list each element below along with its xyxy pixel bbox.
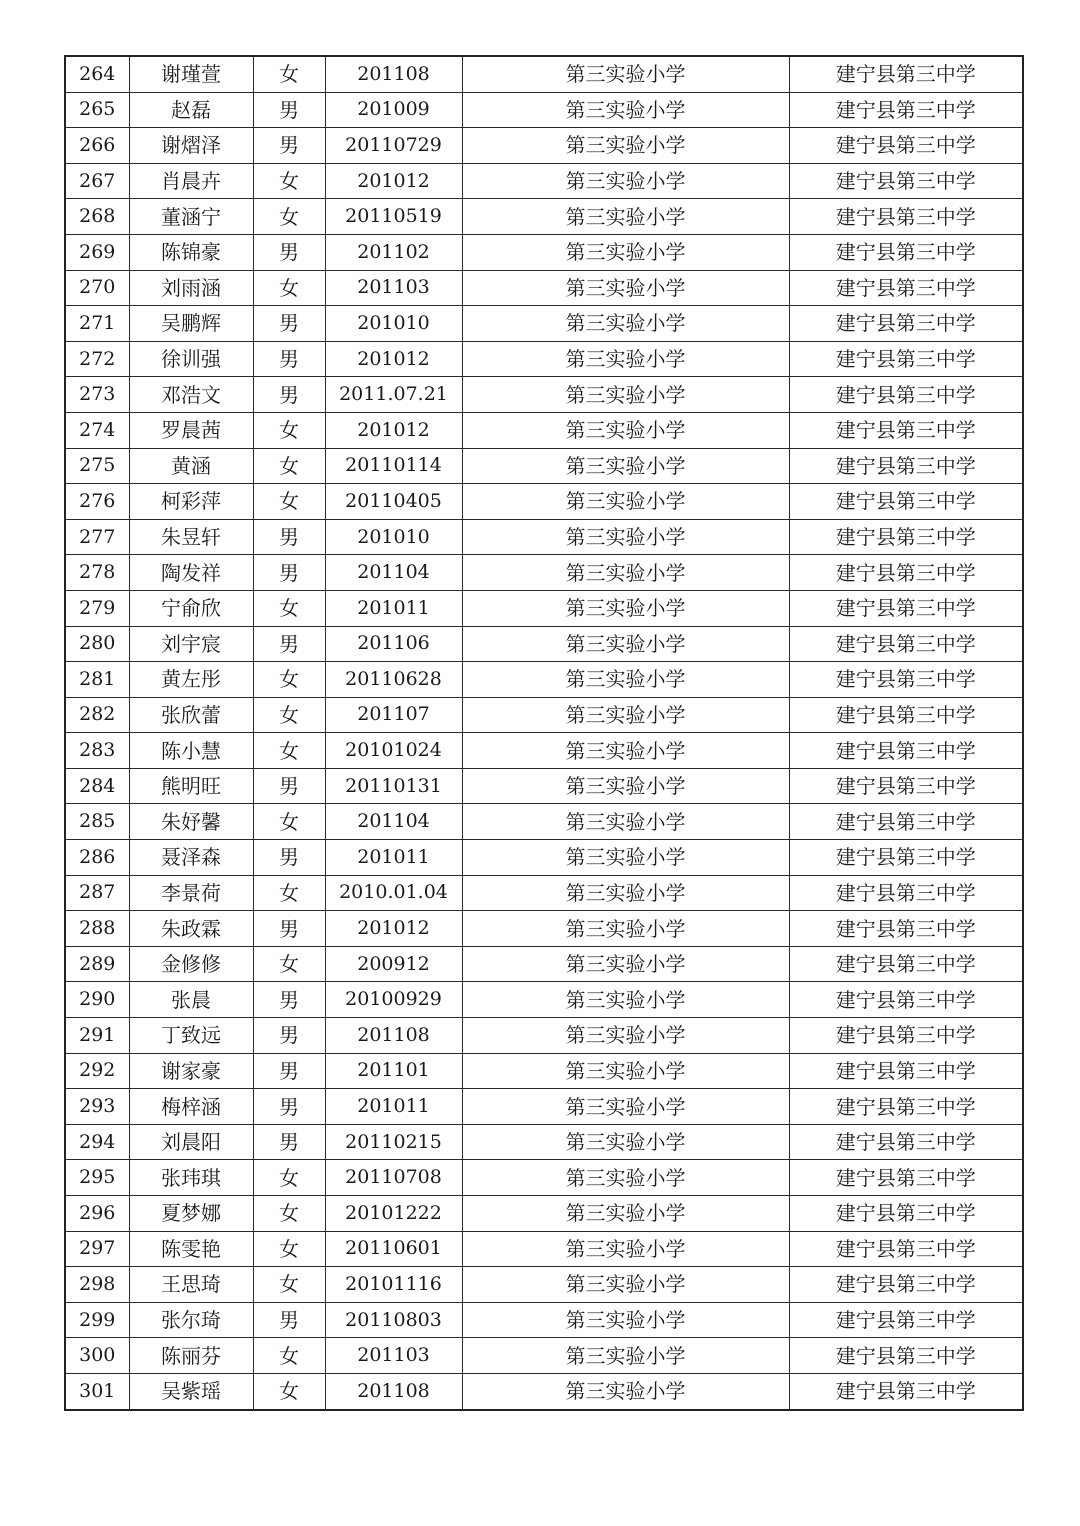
assigned-school-cell: 建宁县第三中学 [789, 484, 1023, 520]
row-number-cell: 291 [65, 1018, 129, 1054]
row-number-cell: 279 [65, 590, 129, 626]
gender-cell: 女 [253, 804, 325, 840]
table-row [65, 590, 1023, 626]
assigned-school-cell: 建宁县第三中学 [789, 306, 1023, 342]
assigned-school-cell: 建宁县第三中学 [789, 1160, 1023, 1196]
primary-school-cell: 第三实验小学 [462, 1124, 789, 1160]
gender-cell: 男 [253, 1053, 325, 1089]
row-number-cell: 284 [65, 768, 129, 804]
gender-cell: 男 [253, 519, 325, 555]
row-number-cell: 273 [65, 377, 129, 413]
assigned-school-cell: 建宁县第三中学 [789, 92, 1023, 128]
row-number-cell: 281 [65, 662, 129, 698]
primary-school-cell: 第三实验小学 [462, 1302, 789, 1338]
gender-cell: 女 [253, 163, 325, 199]
table-row [65, 270, 1023, 306]
table-row [65, 1338, 1023, 1374]
assigned-school-cell: 建宁县第三中学 [789, 733, 1023, 769]
row-number-cell: 294 [65, 1124, 129, 1160]
birth-date-cell: 200912 [325, 946, 462, 982]
gender-cell: 女 [253, 1338, 325, 1374]
primary-school-cell: 第三实验小学 [462, 341, 789, 377]
student-name-cell: 陈锦豪 [129, 234, 253, 270]
gender-cell: 男 [253, 555, 325, 591]
assigned-school-cell: 建宁县第三中学 [789, 519, 1023, 555]
primary-school-cell: 第三实验小学 [462, 555, 789, 591]
gender-cell: 男 [253, 768, 325, 804]
assigned-school-cell: 建宁县第三中学 [789, 1231, 1023, 1267]
student-name-cell: 柯彩萍 [129, 484, 253, 520]
birth-date-cell: 20110729 [325, 128, 462, 164]
table-row [65, 377, 1023, 413]
student-name-cell: 聂泽森 [129, 840, 253, 876]
table-row [65, 163, 1023, 199]
gender-cell: 女 [253, 1373, 325, 1409]
assigned-school-cell: 建宁县第三中学 [789, 128, 1023, 164]
student-name-cell: 黄左彤 [129, 662, 253, 698]
table-row [65, 341, 1023, 377]
table-row [65, 306, 1023, 342]
row-number-cell: 296 [65, 1196, 129, 1232]
assigned-school-cell: 建宁县第三中学 [789, 804, 1023, 840]
student-name-cell: 熊明旺 [129, 768, 253, 804]
table-row [65, 662, 1023, 698]
birth-date-cell: 20101116 [325, 1267, 462, 1303]
student-name-cell: 朱妤馨 [129, 804, 253, 840]
gender-cell: 女 [253, 875, 325, 911]
row-number-cell: 267 [65, 163, 129, 199]
row-number-cell: 276 [65, 484, 129, 520]
birth-date-cell: 201104 [325, 555, 462, 591]
table-row [65, 412, 1023, 448]
table-row [65, 484, 1023, 520]
primary-school-cell: 第三实验小学 [462, 412, 789, 448]
primary-school-cell: 第三实验小学 [462, 1267, 789, 1303]
table-row [65, 1089, 1023, 1125]
table-row [65, 875, 1023, 911]
birth-date-cell: 201102 [325, 234, 462, 270]
table-row [65, 448, 1023, 484]
birth-date-cell: 201009 [325, 92, 462, 128]
primary-school-cell: 第三实验小学 [462, 1018, 789, 1054]
assigned-school-cell: 建宁县第三中学 [789, 1196, 1023, 1232]
student-name-cell: 朱政霖 [129, 911, 253, 947]
birth-date-cell: 20110708 [325, 1160, 462, 1196]
student-name-cell: 邓浩文 [129, 377, 253, 413]
assigned-school-cell: 建宁县第三中学 [789, 875, 1023, 911]
primary-school-cell: 第三实验小学 [462, 270, 789, 306]
primary-school-cell: 第三实验小学 [462, 234, 789, 270]
student-name-cell: 董涵宁 [129, 199, 253, 235]
row-number-cell: 287 [65, 875, 129, 911]
student-name-cell: 刘宇宸 [129, 626, 253, 662]
gender-cell: 男 [253, 128, 325, 164]
primary-school-cell: 第三实验小学 [462, 163, 789, 199]
row-number-cell: 289 [65, 946, 129, 982]
row-number-cell: 271 [65, 306, 129, 342]
row-number-cell: 301 [65, 1373, 129, 1409]
table-row [65, 1018, 1023, 1054]
gender-cell: 男 [253, 626, 325, 662]
gender-cell: 女 [253, 1196, 325, 1232]
student-name-cell: 吴紫瑶 [129, 1373, 253, 1409]
table-row [65, 92, 1023, 128]
assigned-school-cell: 建宁县第三中学 [789, 840, 1023, 876]
row-number-cell: 269 [65, 234, 129, 270]
row-number-cell: 285 [65, 804, 129, 840]
row-number-cell: 292 [65, 1053, 129, 1089]
primary-school-cell: 第三实验小学 [462, 448, 789, 484]
gender-cell: 女 [253, 56, 325, 92]
gender-cell: 男 [253, 982, 325, 1018]
student-name-cell: 肖晨卉 [129, 163, 253, 199]
assigned-school-cell: 建宁县第三中学 [789, 1338, 1023, 1374]
gender-cell: 女 [253, 1231, 325, 1267]
birth-date-cell: 201012 [325, 341, 462, 377]
assigned-school-cell: 建宁县第三中学 [789, 448, 1023, 484]
assigned-school-cell: 建宁县第三中学 [789, 412, 1023, 448]
table-row [65, 733, 1023, 769]
table-row [65, 1053, 1023, 1089]
birth-date-cell: 201104 [325, 804, 462, 840]
primary-school-cell: 第三实验小学 [462, 946, 789, 982]
assigned-school-cell: 建宁县第三中学 [789, 377, 1023, 413]
student-name-cell: 张晨 [129, 982, 253, 1018]
birth-date-cell: 201108 [325, 56, 462, 92]
table-row [65, 697, 1023, 733]
row-number-cell: 272 [65, 341, 129, 377]
assigned-school-cell: 建宁县第三中学 [789, 1124, 1023, 1160]
table-row [65, 199, 1023, 235]
roster-body [65, 56, 1023, 1410]
primary-school-cell: 第三实验小学 [462, 662, 789, 698]
assigned-school-cell: 建宁县第三中学 [789, 662, 1023, 698]
gender-cell: 男 [253, 911, 325, 947]
gender-cell: 女 [253, 590, 325, 626]
student-name-cell: 王思琦 [129, 1267, 253, 1303]
student-roster-table [64, 55, 1024, 1411]
student-name-cell: 丁致远 [129, 1018, 253, 1054]
gender-cell: 女 [253, 270, 325, 306]
birth-date-cell: 201108 [325, 1373, 462, 1409]
primary-school-cell: 第三实验小学 [462, 697, 789, 733]
gender-cell: 女 [253, 199, 325, 235]
gender-cell: 男 [253, 306, 325, 342]
row-number-cell: 274 [65, 412, 129, 448]
row-number-cell: 268 [65, 199, 129, 235]
primary-school-cell: 第三实验小学 [462, 519, 789, 555]
assigned-school-cell: 建宁县第三中学 [789, 1302, 1023, 1338]
primary-school-cell: 第三实验小学 [462, 1196, 789, 1232]
birth-date-cell: 201012 [325, 911, 462, 947]
assigned-school-cell: 建宁县第三中学 [789, 163, 1023, 199]
assigned-school-cell: 建宁县第三中学 [789, 1373, 1023, 1409]
primary-school-cell: 第三实验小学 [462, 626, 789, 662]
table-row [65, 768, 1023, 804]
birth-date-cell: 201103 [325, 270, 462, 306]
assigned-school-cell: 建宁县第三中学 [789, 270, 1023, 306]
row-number-cell: 278 [65, 555, 129, 591]
birth-date-cell: 201103 [325, 1338, 462, 1374]
birth-date-cell: 20110628 [325, 662, 462, 698]
birth-date-cell: 2011.07.21 [325, 377, 462, 413]
student-name-cell: 夏梦娜 [129, 1196, 253, 1232]
primary-school-cell: 第三实验小学 [462, 875, 789, 911]
row-number-cell: 266 [65, 128, 129, 164]
primary-school-cell: 第三实验小学 [462, 804, 789, 840]
row-number-cell: 290 [65, 982, 129, 1018]
student-name-cell: 朱昱轩 [129, 519, 253, 555]
primary-school-cell: 第三实验小学 [462, 840, 789, 876]
table-row [65, 1124, 1023, 1160]
birth-date-cell: 20110131 [325, 768, 462, 804]
assigned-school-cell: 建宁县第三中学 [789, 982, 1023, 1018]
assigned-school-cell: 建宁县第三中学 [789, 1267, 1023, 1303]
row-number-cell: 293 [65, 1089, 129, 1125]
birth-date-cell: 201106 [325, 626, 462, 662]
birth-date-cell: 20101222 [325, 1196, 462, 1232]
gender-cell: 女 [253, 412, 325, 448]
primary-school-cell: 第三实验小学 [462, 733, 789, 769]
birth-date-cell: 20110114 [325, 448, 462, 484]
birth-date-cell: 201012 [325, 163, 462, 199]
gender-cell: 女 [253, 733, 325, 769]
table-row [65, 56, 1023, 92]
student-name-cell: 吴鹏辉 [129, 306, 253, 342]
birth-date-cell: 201011 [325, 590, 462, 626]
student-name-cell: 徐训强 [129, 341, 253, 377]
birth-date-cell: 20100929 [325, 982, 462, 1018]
table-row [65, 626, 1023, 662]
row-number-cell: 299 [65, 1302, 129, 1338]
primary-school-cell: 第三实验小学 [462, 590, 789, 626]
table-row [65, 1373, 1023, 1409]
student-name-cell: 罗晨茜 [129, 412, 253, 448]
student-name-cell: 谢瑾萱 [129, 56, 253, 92]
gender-cell: 女 [253, 448, 325, 484]
gender-cell: 男 [253, 1302, 325, 1338]
assigned-school-cell: 建宁县第三中学 [789, 590, 1023, 626]
gender-cell: 男 [253, 341, 325, 377]
student-name-cell: 梅梓涵 [129, 1089, 253, 1125]
student-name-cell: 赵磊 [129, 92, 253, 128]
student-name-cell: 刘晨阳 [129, 1124, 253, 1160]
primary-school-cell: 第三实验小学 [462, 1338, 789, 1374]
assigned-school-cell: 建宁县第三中学 [789, 1053, 1023, 1089]
birth-date-cell: 20110519 [325, 199, 462, 235]
table-row [65, 128, 1023, 164]
assigned-school-cell: 建宁县第三中学 [789, 626, 1023, 662]
primary-school-cell: 第三实验小学 [462, 1231, 789, 1267]
row-number-cell: 283 [65, 733, 129, 769]
table-row [65, 1302, 1023, 1338]
birth-date-cell: 20110215 [325, 1124, 462, 1160]
table-row [65, 1160, 1023, 1196]
birth-date-cell: 201010 [325, 519, 462, 555]
birth-date-cell: 20110601 [325, 1231, 462, 1267]
birth-date-cell: 201010 [325, 306, 462, 342]
gender-cell: 女 [253, 484, 325, 520]
primary-school-cell: 第三实验小学 [462, 128, 789, 164]
birth-date-cell: 201101 [325, 1053, 462, 1089]
gender-cell: 男 [253, 377, 325, 413]
table-row [65, 519, 1023, 555]
primary-school-cell: 第三实验小学 [462, 1053, 789, 1089]
student-name-cell: 金修修 [129, 946, 253, 982]
birth-date-cell: 2010.01.04 [325, 875, 462, 911]
birth-date-cell: 201108 [325, 1018, 462, 1054]
assigned-school-cell: 建宁县第三中学 [789, 555, 1023, 591]
birth-date-cell: 201012 [325, 412, 462, 448]
assigned-school-cell: 建宁县第三中学 [789, 697, 1023, 733]
primary-school-cell: 第三实验小学 [462, 56, 789, 92]
gender-cell: 女 [253, 946, 325, 982]
student-name-cell: 陈丽芬 [129, 1338, 253, 1374]
assigned-school-cell: 建宁县第三中学 [789, 1089, 1023, 1125]
table-row [65, 804, 1023, 840]
assigned-school-cell: 建宁县第三中学 [789, 234, 1023, 270]
gender-cell: 女 [253, 1267, 325, 1303]
student-name-cell: 黄涵 [129, 448, 253, 484]
row-number-cell: 286 [65, 840, 129, 876]
assigned-school-cell: 建宁县第三中学 [789, 341, 1023, 377]
row-number-cell: 282 [65, 697, 129, 733]
row-number-cell: 265 [65, 92, 129, 128]
student-name-cell: 宁俞欣 [129, 590, 253, 626]
row-number-cell: 297 [65, 1231, 129, 1267]
gender-cell: 女 [253, 1160, 325, 1196]
row-number-cell: 264 [65, 56, 129, 92]
primary-school-cell: 第三实验小学 [462, 377, 789, 413]
primary-school-cell: 第三实验小学 [462, 484, 789, 520]
table-row [65, 555, 1023, 591]
primary-school-cell: 第三实验小学 [462, 768, 789, 804]
table-row [65, 1267, 1023, 1303]
birth-date-cell: 201107 [325, 697, 462, 733]
primary-school-cell: 第三实验小学 [462, 911, 789, 947]
primary-school-cell: 第三实验小学 [462, 1089, 789, 1125]
assigned-school-cell: 建宁县第三中学 [789, 1018, 1023, 1054]
primary-school-cell: 第三实验小学 [462, 1160, 789, 1196]
table-row [65, 234, 1023, 270]
table-row [65, 946, 1023, 982]
assigned-school-cell: 建宁县第三中学 [789, 199, 1023, 235]
birth-date-cell: 20101024 [325, 733, 462, 769]
row-number-cell: 275 [65, 448, 129, 484]
assigned-school-cell: 建宁县第三中学 [789, 56, 1023, 92]
student-name-cell: 张玮琪 [129, 1160, 253, 1196]
primary-school-cell: 第三实验小学 [462, 1373, 789, 1409]
birth-date-cell: 201011 [325, 840, 462, 876]
student-name-cell: 陶发祥 [129, 555, 253, 591]
assigned-school-cell: 建宁县第三中学 [789, 768, 1023, 804]
row-number-cell: 288 [65, 911, 129, 947]
table-row [65, 840, 1023, 876]
primary-school-cell: 第三实验小学 [462, 306, 789, 342]
gender-cell: 男 [253, 234, 325, 270]
gender-cell: 女 [253, 662, 325, 698]
row-number-cell: 298 [65, 1267, 129, 1303]
gender-cell: 男 [253, 92, 325, 128]
primary-school-cell: 第三实验小学 [462, 92, 789, 128]
birth-date-cell: 20110405 [325, 484, 462, 520]
birth-date-cell: 20110803 [325, 1302, 462, 1338]
row-number-cell: 295 [65, 1160, 129, 1196]
assigned-school-cell: 建宁县第三中学 [789, 911, 1023, 947]
row-number-cell: 270 [65, 270, 129, 306]
gender-cell: 男 [253, 1089, 325, 1125]
student-name-cell: 刘雨涵 [129, 270, 253, 306]
student-name-cell: 陈小慧 [129, 733, 253, 769]
student-name-cell: 谢熠泽 [129, 128, 253, 164]
table-row [65, 911, 1023, 947]
row-number-cell: 300 [65, 1338, 129, 1374]
primary-school-cell: 第三实验小学 [462, 199, 789, 235]
table-row [65, 1231, 1023, 1267]
primary-school-cell: 第三实验小学 [462, 982, 789, 1018]
student-name-cell: 张尔琦 [129, 1302, 253, 1338]
table-row [65, 1196, 1023, 1232]
assigned-school-cell: 建宁县第三中学 [789, 946, 1023, 982]
gender-cell: 男 [253, 1018, 325, 1054]
table-row [65, 982, 1023, 1018]
birth-date-cell: 201011 [325, 1089, 462, 1125]
row-number-cell: 280 [65, 626, 129, 662]
student-name-cell: 李景荷 [129, 875, 253, 911]
row-number-cell: 277 [65, 519, 129, 555]
gender-cell: 男 [253, 1124, 325, 1160]
student-name-cell: 陈雯艳 [129, 1231, 253, 1267]
gender-cell: 女 [253, 697, 325, 733]
student-name-cell: 张欣蕾 [129, 697, 253, 733]
gender-cell: 男 [253, 840, 325, 876]
student-name-cell: 谢家豪 [129, 1053, 253, 1089]
